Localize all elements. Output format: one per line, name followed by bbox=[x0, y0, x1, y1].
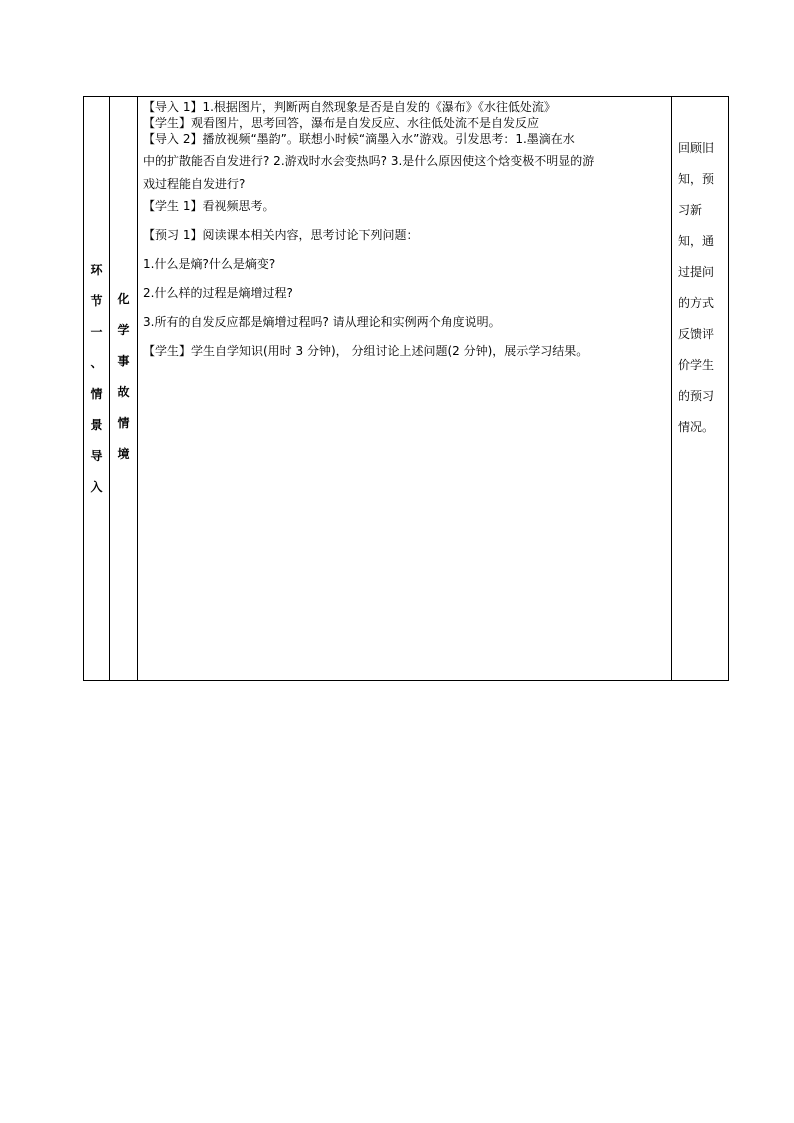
stage-char: 环 bbox=[90, 263, 103, 277]
scenario-char: 境 bbox=[117, 447, 130, 461]
content-line: 【预习 1】阅读课本相关内容，思考讨论下列问题： bbox=[143, 228, 419, 242]
stage-char: 情 bbox=[90, 387, 103, 401]
scenario-char: 事 bbox=[117, 354, 130, 368]
stage-char: 景 bbox=[90, 418, 103, 432]
scenario-char: 化 bbox=[117, 292, 130, 306]
content-line: 戏过程能自发进行? bbox=[143, 177, 246, 191]
stage-label bbox=[84, 255, 109, 503]
scenario-column bbox=[110, 97, 138, 680]
stage-char: 节 bbox=[90, 294, 103, 308]
lesson-plan-table bbox=[83, 96, 729, 681]
content-line: 【学生 1】看视频思考。 bbox=[143, 199, 275, 213]
goal-line: 的方式 bbox=[678, 296, 715, 310]
goal-line: 的预习 bbox=[678, 389, 715, 403]
stage-char: 入 bbox=[90, 480, 103, 494]
content-line: 中的扩散能否自发进行? 2.游戏时水会变热吗? 3.是什么原因使这个焓变极不明显的游 bbox=[143, 154, 595, 168]
activity-content bbox=[143, 99, 668, 366]
goal-line: 知，预 bbox=[678, 172, 715, 186]
scenario-char: 学 bbox=[117, 323, 130, 337]
content-line: 【学生】观看图片，思考回答，瀑布是自发反应、水往低处流不是自发反应 bbox=[143, 116, 540, 130]
content-line: 【导入 2】播放视频“墨韵”。联想小时候“滴墨入水”游戏。引发思考：1.墨滴在水 bbox=[143, 132, 575, 146]
goal-column bbox=[672, 97, 728, 680]
goal-line: 回顾旧 bbox=[678, 141, 715, 155]
activity-column bbox=[138, 97, 672, 680]
stage-char: 导 bbox=[90, 449, 103, 463]
content-line: 3.所有的自发反应都是熵增过程吗? 请从理论和实例两个角度说明。 bbox=[143, 315, 501, 329]
content-line: 【学生】学生自学知识(用时 3 分钟)， 分组讨论上述问题(2 分钟)，展示学习结果。 bbox=[143, 344, 589, 358]
goal-line: 过提问 bbox=[678, 265, 715, 279]
content-line: 1.什么是熵?什么是熵变? bbox=[143, 257, 276, 271]
goal-line: 价学生 bbox=[678, 358, 715, 372]
goal-line: 情况。 bbox=[678, 420, 715, 434]
scenario-label bbox=[110, 284, 137, 470]
content-line: 【导入 1】1.根据图片，判断两自然现象是否是自发的《瀑布》《水往低处流》 bbox=[143, 100, 556, 114]
scenario-char: 情 bbox=[117, 416, 130, 430]
stage-char: 、 bbox=[90, 356, 103, 370]
scenario-char: 故 bbox=[117, 385, 130, 399]
stage-char: 一 bbox=[90, 325, 103, 339]
content-line: 2.什么样的过程是熵增过程? bbox=[143, 286, 293, 300]
design-intent bbox=[678, 133, 726, 443]
goal-line: 知，通 bbox=[678, 234, 715, 248]
goal-line: 习新 bbox=[678, 203, 703, 217]
goal-line: 反馈评 bbox=[678, 327, 715, 341]
stage-column bbox=[84, 97, 110, 680]
